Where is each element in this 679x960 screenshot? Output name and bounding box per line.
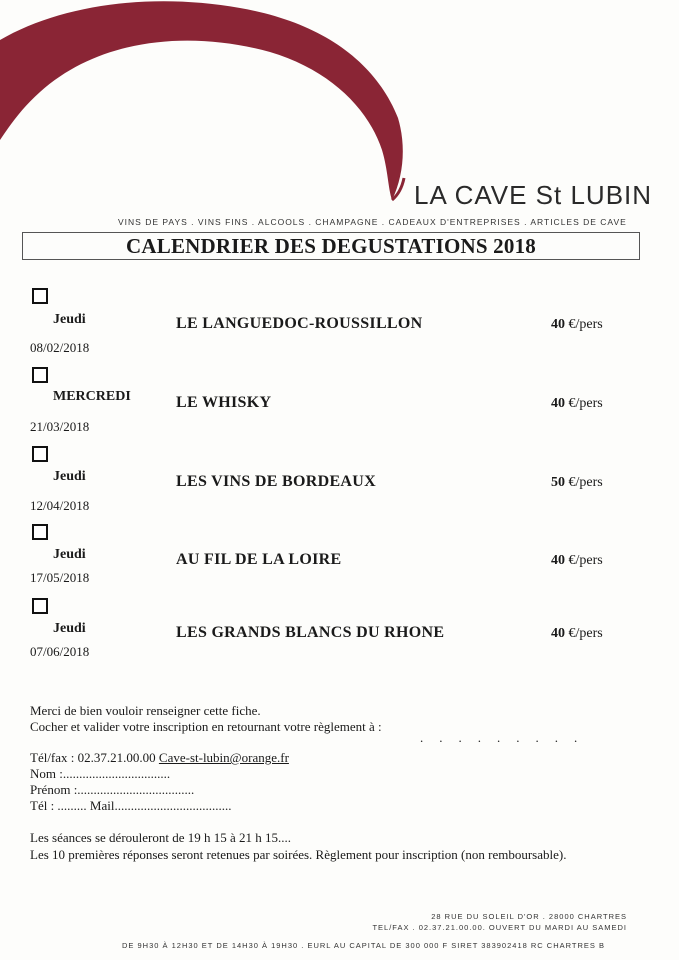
prenom-field[interactable]: Prénom :.................................... [30,782,195,797]
list-item [0,365,679,435]
wine-swoosh-logo [0,0,430,215]
price-value: 50 [551,475,565,490]
entry-checkbox[interactable] [32,446,48,462]
session-note: Les séances se dérouleront de 19 h 15 à 21 h 15.... [30,830,292,845]
price-unit: €/pers [568,553,603,568]
price-value: 40 [551,317,565,332]
entry-checkbox[interactable] [32,598,48,614]
price-unit: €/pers [568,317,603,332]
list-item [0,596,679,666]
price-value: 40 [551,626,565,641]
entry-checkbox[interactable] [32,288,48,304]
registration-note: Les 10 premières réponses seront retenues par soirées. Règlement pour inscription (non remboursable). [30,847,567,862]
brand-tagline: VINS DE PAYS . VINS FINS . ALCOOLS . CHAMPAGNE . CADEAUX D'ENTREPRISES . ARTICLES DE CAVE [118,217,627,227]
entry-theme: LE WHISKY [176,394,272,411]
price-unit: €/pers [568,626,603,641]
entry-theme: LE LANGUEDOC-ROUSSILLON [176,315,423,332]
price-unit: €/pers [568,396,603,411]
list-item [0,522,679,592]
entry-date: 12/04/2018 [30,498,90,513]
entry-day: Jeudi [53,621,86,636]
brand-name: LA CAVE St LUBIN [414,180,653,210]
list-item [0,444,679,514]
entry-theme: LES VINS DE BORDEAUX [176,473,376,490]
entry-price [551,626,603,642]
price-value: 40 [551,396,565,411]
entry-theme: LES GRANDS BLANCS DU RHONE [176,624,445,641]
entry-day: Jeudi [53,469,86,484]
list-item [0,286,679,356]
entry-checkbox[interactable] [32,367,48,383]
entry-price [551,475,603,491]
entry-day: MERCREDI [53,389,131,404]
entry-day: Jeudi [53,547,86,562]
nom-field[interactable]: Nom :................................. [30,766,171,781]
entry-checkbox[interactable] [32,524,48,540]
price-unit: €/pers [568,475,603,490]
contact-line [30,750,289,766]
entry-theme: AU FIL DE LA LOIRE [176,551,342,568]
page-title: CALENDRIER DES DEGUSTATIONS 2018 [126,233,536,258]
dotted-line: ......... [420,730,594,745]
footer-address: 28 RUE DU SOLEIL D'OR . 28000 CHARTRES [431,912,627,921]
entry-date: 21/03/2018 [30,419,90,434]
tel-mail-field[interactable]: Tél : ......... Mail.................................... [30,798,232,813]
calendar-title-box [22,232,640,260]
entry-price [551,396,603,412]
entry-price [551,317,603,333]
footer-telfax: TEL/FAX . 02.37.21.00.00. OUVERT DU MARDI AU SAMEDI [372,923,627,932]
entry-date: 17/05/2018 [30,570,90,585]
contact-email-link[interactable]: Cave-st-lubin@orange.fr [158,750,289,765]
form-intro-line1: Merci de bien vouloir renseigner cette fiche. [30,703,261,718]
footer-hours: DE 9H30 À 12H30 ET DE 14H30 À 19H30 . EURL AU CAPITAL DE 300 000 F SIRET 383902418 RC CHARTRES B [122,941,605,950]
entry-day: Jeudi [53,312,86,327]
contact-phone: Tél/fax : 02.37.21.00.00 [30,750,159,765]
entry-date: 08/02/2018 [30,340,90,355]
form-intro-line2: Cocher et valider votre inscription en retournant votre règlement à : [30,719,382,734]
price-value: 40 [551,553,565,568]
entry-price [551,553,603,569]
entry-date: 07/06/2018 [30,644,90,659]
